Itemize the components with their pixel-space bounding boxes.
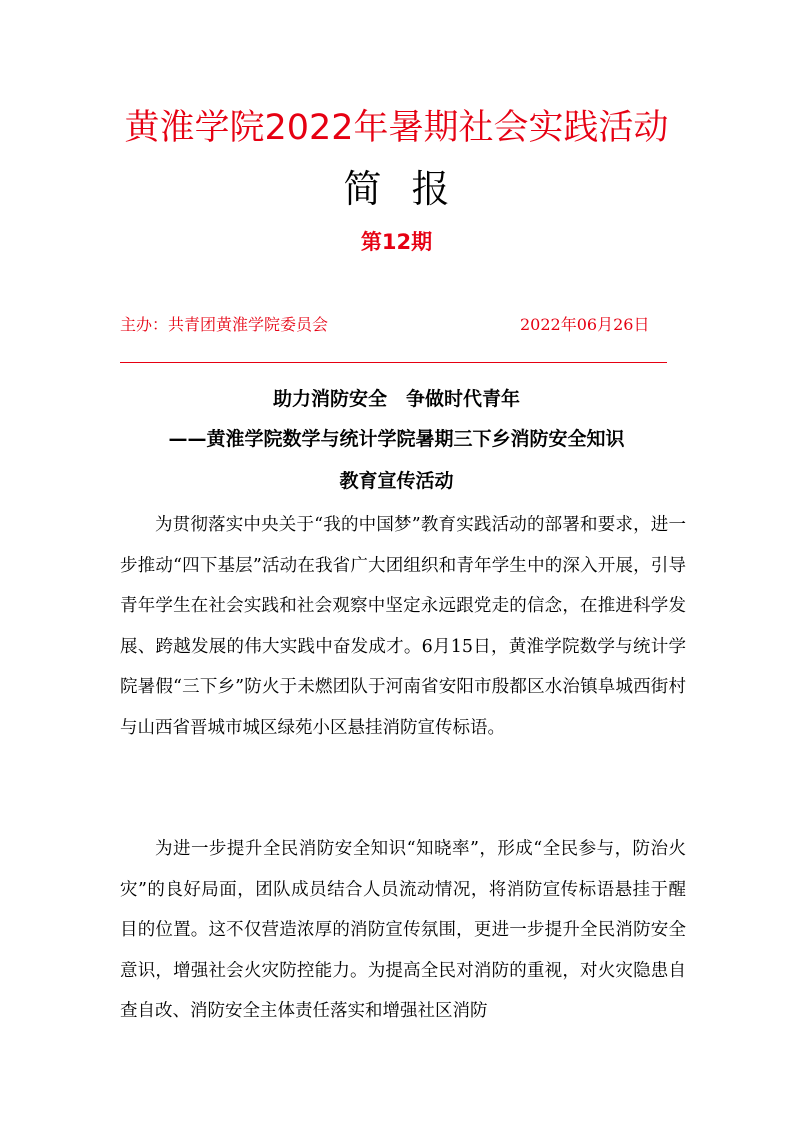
article-title: 助力消防安全 争做时代青年 [272,388,520,410]
header-divider [120,362,667,363]
publish-date: 2022年06月26日 [520,315,650,334]
sponsor-line: 主办：共青团黄淮学院委员会 [120,315,329,334]
bulletin-sub-title: 简报 [343,167,480,211]
issue-number: 第12期 [360,230,433,254]
article-paragraph: 为贯彻落实中央关于“我的中国梦”教育实践活动的部署和要求，进一步推动“四下基层”活动在我省广大团组织和青年学生中的深入开展，引导青年学生在社会实践和社会观察中坚定永远跟党走的信念，在推进科学发展、跨越发展的伟大实践中奋发成才。6月15日，黄淮学院数学与统计学院暑假“三下乡”防火于未燃团队于河南省安阳市殷都区水治镇阜城西街村与山西省晋城市城区绿苑小区悬挂消防宣传标语。 [120,515,686,738]
article-subtitle: ——黄淮学院数学与统计学院暑期三下乡消防安全知识 [168,428,625,450]
article-subtitle-continued: 教育宣传活动 [339,470,454,492]
bulletin-main-title: 黄淮学院2022年暑期社会实践活动 [124,108,669,148]
article-paragraph: 为进一步提升全民消防安全知识“知晓率”，形成“全民参与，防治火灾”的良好局面，团队成员结合人员流动情况，将消防宣传标语悬挂于醒目的位置。这不仅营造浓厚的消防宣传氛围，更进一步提升全民消防安全意识，增强社会火灾防控能力。为提高全民对消防的重视，对火灾隐患自查自改、消防安全主体责任落实和增强社区消防 [120,839,686,1021]
